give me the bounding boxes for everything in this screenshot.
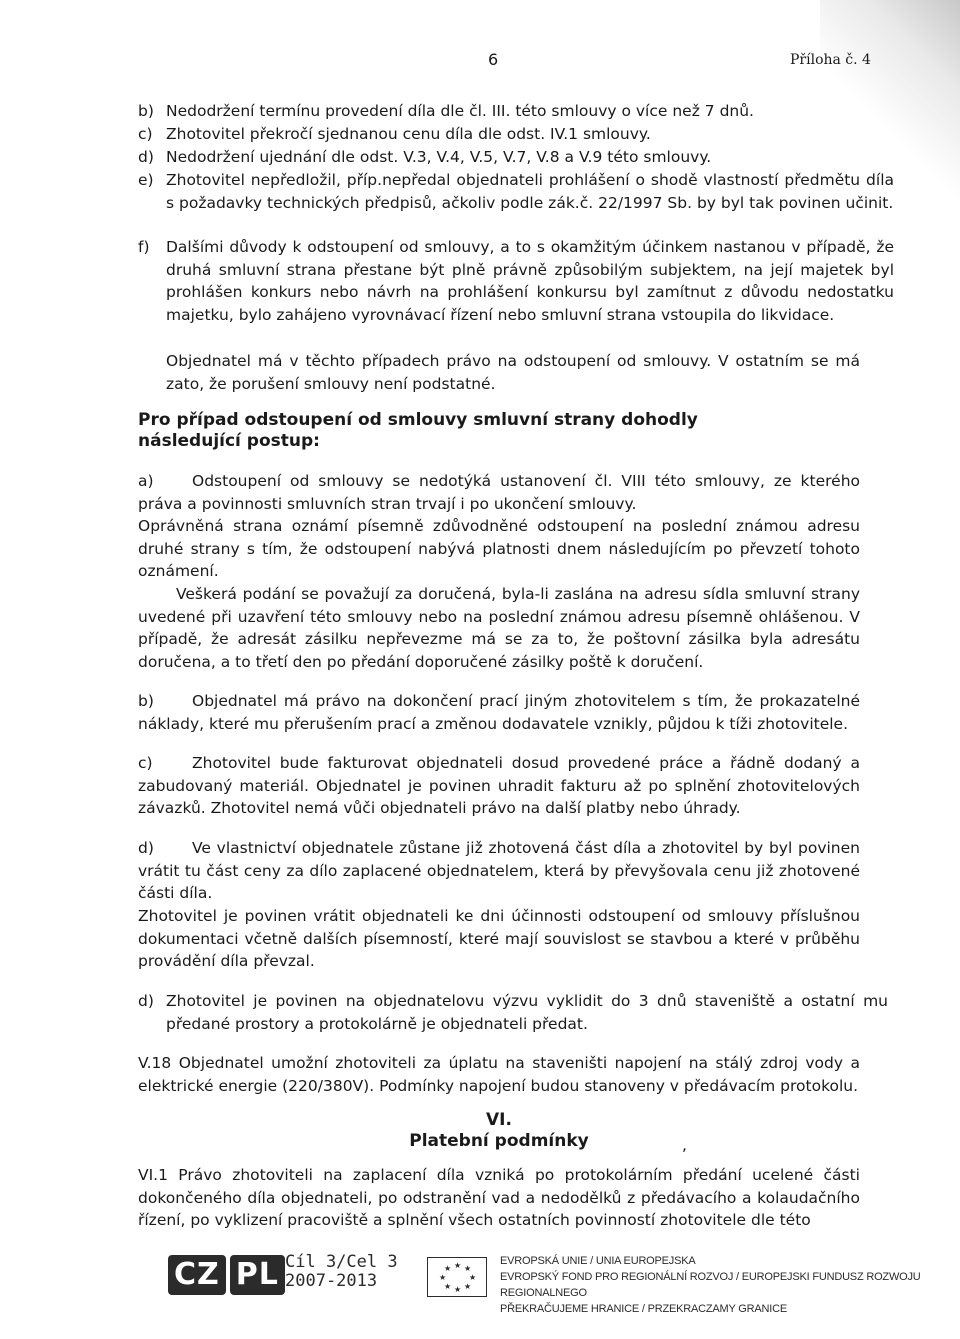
eu-line: EVROPSKÁ UNIE / UNIA EUROPEJSKA xyxy=(500,1255,696,1267)
section-label: a) xyxy=(138,472,154,490)
list-label: e) xyxy=(138,171,154,189)
list-text: Nedodržení ujednání dle odst. V.3, V.4, V.5, V.7, V.8 a V.9 této smlouvy. xyxy=(166,148,712,166)
page-number: 6 xyxy=(488,50,499,69)
paragraph: Zhotovitel je povinen vrátit objednateli ke dni účinnosti odstoupení od smlouvy příslušnou dokumentaci včetně dalších písemností, které mají souvislost se stavbou a které v průběhu provádění díla převzal. xyxy=(138,907,860,970)
section-text: Zhotovitel je povinen na objednatelovu výzvu vyklidit do 3 dnů staveniště a ostatní mu předané prostory a protokolárně je objednateli předat. xyxy=(166,992,888,1033)
list-item xyxy=(138,100,868,123)
chapter-title: Platební podmínky xyxy=(409,1131,589,1151)
list-label: f) xyxy=(138,238,150,256)
section-c xyxy=(138,752,860,820)
footer xyxy=(0,1245,960,1315)
section-text: Zhotovitel bude fakturovat objednateli dosud provedené práce a řádně dodaný a zabudovaný materiál. Objednatel je povinen uhradit fakturu až po splnění zhotovitelových závazků. Zhotovitel nemá vůči objednateli právo na další platby nebo úhrady. xyxy=(138,754,860,817)
section-a xyxy=(138,470,860,515)
section-text: Odstoupení od smlouvy se nedotýká ustanovení čl. VIII této smlouvy, ze kterého práva a povinnosti smluvních stran trvají i po ukončení smlouvy. xyxy=(138,472,860,513)
section-heading: Pro případ odstoupení od smlouvy smluvní strany dohodly následující postup: xyxy=(138,410,698,451)
eu-stars-icon: ★ ★ ★ ★ ★ ★ ★ ★ xyxy=(427,1257,487,1297)
czpl-logo xyxy=(168,1255,285,1295)
section-label: d) xyxy=(138,992,154,1010)
chapter-number: VI. xyxy=(486,1110,512,1130)
section-text: Objednatel má právo na dokončení prací jiným zhotovitelem s tím, že prokazatelné náklady, které mu přerušením prací a změnou dodavatele vznikly, půjdou k tíži zhotovitele. xyxy=(138,692,860,733)
list-text: Nedodržení termínu provedení díla dle čl. III. této smlouvy o více než 7 dnů. xyxy=(166,102,754,120)
eu-line: PŘEKRAČUJEME HRANICE / PRZEKRACZAMY GRANICE xyxy=(500,1303,788,1315)
paragraph: VI.1 Právo zhotoviteli na zaplacení díla vzniká po protokolárním předání ucelené části dokončeného díla objednateli, po odstranění vad a nedodělků z předávacího a kolaudačního řízení, po vyklizení pracoviště a splnění všech ostatních povinností zhotovitele dle této xyxy=(138,1166,860,1229)
list-text: Dalšími důvody k odstoupení od smlouvy, a to s okamžitým účinkem nastanou v případě, že druhá smluvní strana přestane být plně právně způsobilým subjektem, na její majetek byl prohlášen konkurs nebo návrh na prohlášení konkursu byl zamítnut z důvodu nedostatku majetku, bylo zahájeno vyrovnávací řízení nebo smluvní strana vstoupila do likvidace. xyxy=(166,238,894,324)
logo-pl: PL xyxy=(230,1255,285,1295)
section-d-second xyxy=(138,990,888,1035)
list-label: d) xyxy=(138,148,154,166)
paragraph: Oprávněná strana oznámí písemně zdůvodněné odstoupení na poslední známou adresu druhé strany s tím, že odstoupení nabývá platnosti dnem následujícím po převzetí tohoto oznámení. xyxy=(138,517,860,580)
list-item xyxy=(138,146,868,169)
section-b xyxy=(138,690,860,735)
list-item xyxy=(138,169,894,214)
goal-line: Cíl 3/Cel 3 xyxy=(285,1252,398,1272)
list-text: Zhotovitel nepředložil, příp.nepředal objednateli prohlášení o shodě vlastností předmětu díla s požadavky technických předpisů, ačkoliv podle zák.č. 22/1997 Sb. by byl tak povinen učinit. xyxy=(166,171,894,212)
list-label: b) xyxy=(138,102,154,120)
paragraph: Objednatel má v těchto případech právo na odstoupení od smlouvy. V ostatním se má zato, že porušení smlouvy není podstatné. xyxy=(166,352,860,393)
eu-funding-text xyxy=(500,1253,960,1317)
section-text: Ve vlastnictví objednatele zůstane již zhotovená část díla a zhotovitel by byl povinen vrátit tu část ceny za dílo zaplacené objednatelem, která by převyšovala cenu již zhotovené části díla. xyxy=(138,839,860,902)
goal-years: 2007-2013 xyxy=(285,1271,378,1291)
list-item xyxy=(138,123,868,146)
section-label: d) xyxy=(138,839,154,857)
list-label: c) xyxy=(138,125,153,143)
attachment-label: Příloha č. 4 xyxy=(790,52,871,68)
list-text: Zhotovitel překročí sjednanou cenu díla dle odst. IV.1 smlouvy. xyxy=(166,125,651,143)
list-item xyxy=(138,236,894,326)
paragraph: Veškerá podání se považují za doručená, byla-li zaslána na adresu sídla smluvní strany uvedené při uzavření této smlouvy nebo na poslední známou adresu písemně ohlášenou. V případě, že adresát zásilku nepřevezme má se za to, že poštovní zásilka byla adresátu doručena, a to třetí den po předání doporučené zásilky poště k doručení. xyxy=(138,585,860,671)
program-goal xyxy=(285,1253,398,1291)
section-d xyxy=(138,837,860,905)
section-label: c) xyxy=(138,754,153,772)
section-label: b) xyxy=(138,692,154,710)
scan-mark: , xyxy=(682,1136,687,1154)
eu-line: EVROPSKÝ FOND PRO REGIONÁLNÍ ROZVOJ / EUROPEJSKI FUNDUSZ ROZWOJU REGIONALNEGO xyxy=(500,1271,921,1299)
paragraph: V.18 Objednatel umožní zhotoviteli za úplatu na staveništi napojení na stálý zdroj vody a elektrické energie (220/380V). Podmínky napojení budou stanoveny v předávacím protokolu. xyxy=(138,1054,860,1095)
logo-cz: CZ xyxy=(168,1255,226,1295)
